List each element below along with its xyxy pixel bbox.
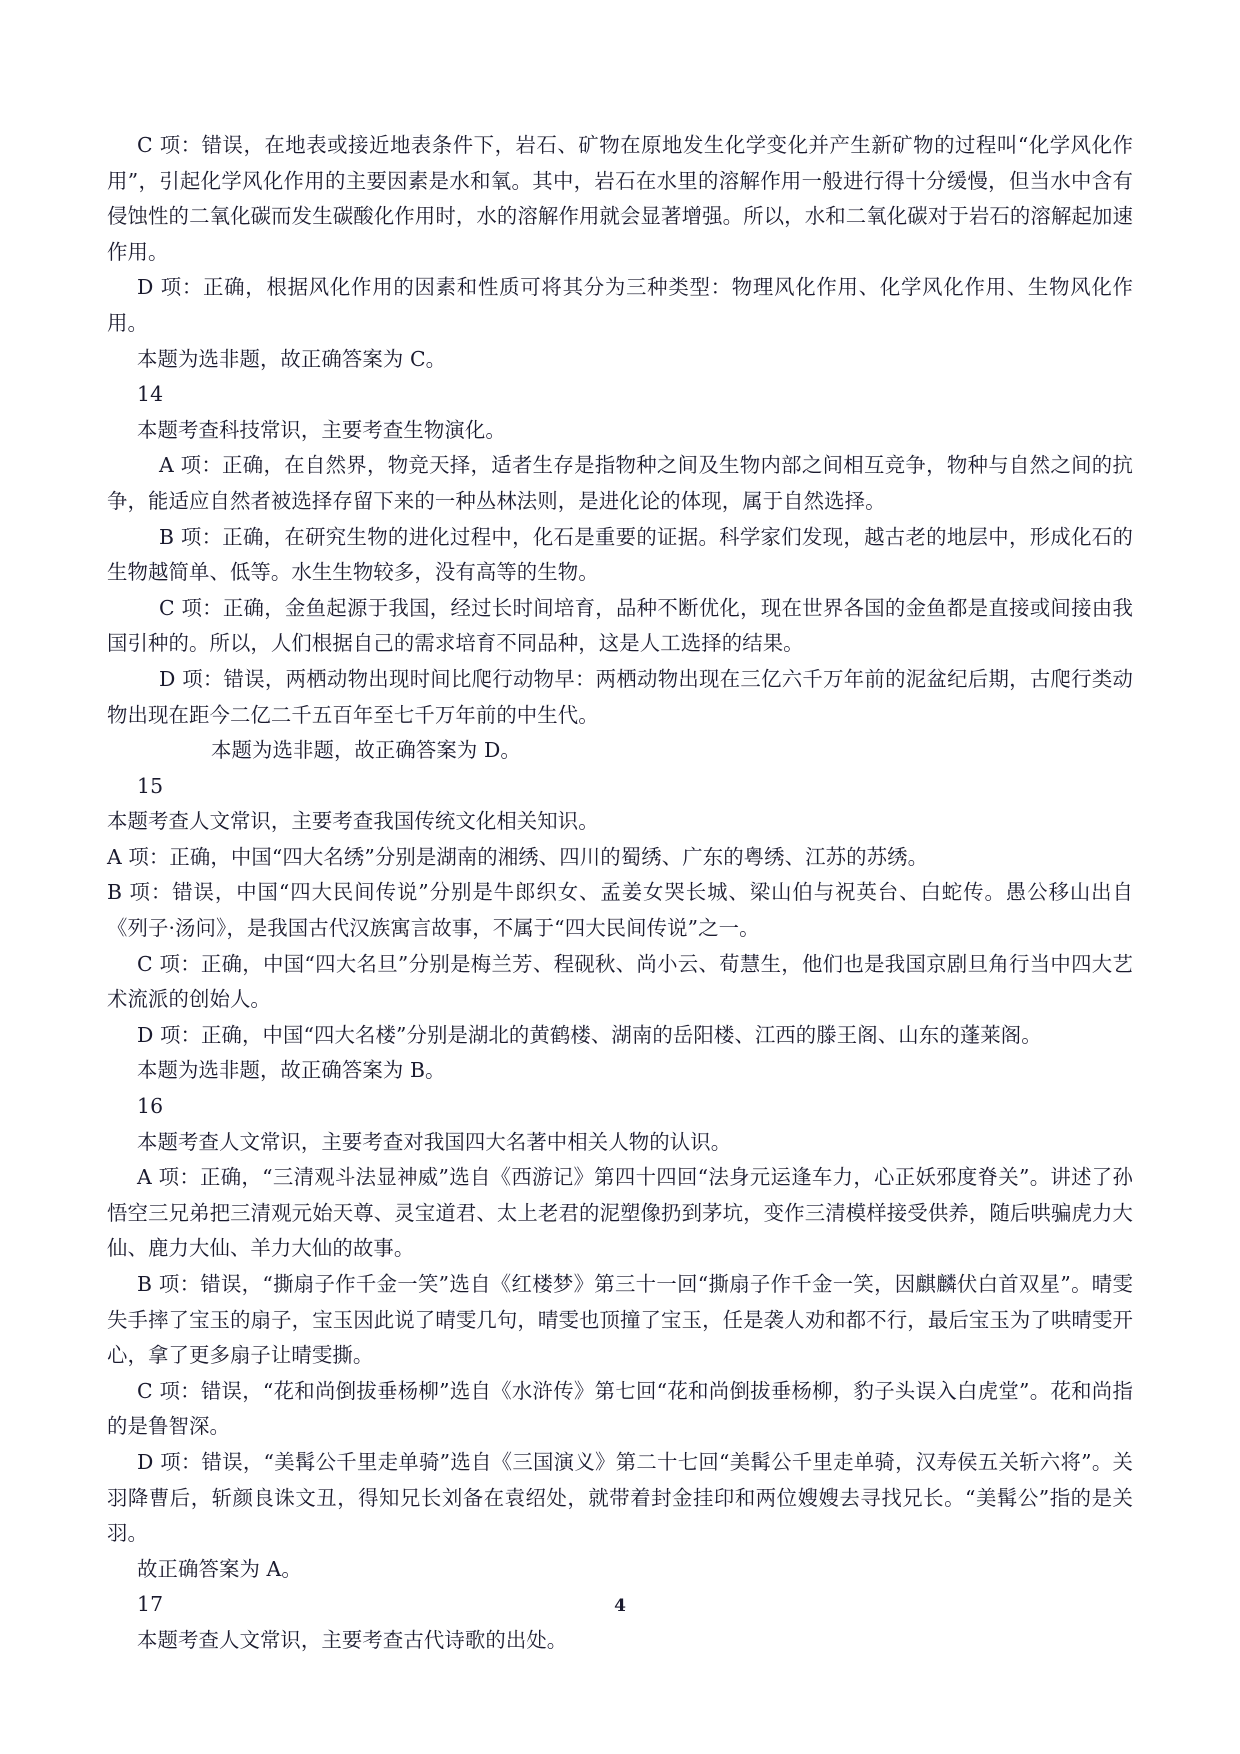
page-footer <box>0 1596 1240 1616</box>
paragraph-15-option-a: A 项：正确，中国“四大名绣”分别是湖南的湘绣、四川的蜀绣、广东的粤绣、江苏的苏绣。 <box>107 844 929 869</box>
paragraph-15-option-b: B 项：错误，中国“四大民间传说”分别是牛郎织女、孟姜女哭长城、梁山伯与祝英台、白蛇传。愚公移山出自《列子·汤问》，是我国古代汉族寓言故事，不属于“四大民间传说”之一。 <box>107 880 1133 941</box>
question-number-17: 17 <box>137 1592 164 1617</box>
page-number: 4 <box>614 1596 626 1616</box>
paragraph-13-option-c: C 项：错误，在地表或接近地表条件下，岩石、矿物在原地发生化学变化并产生新矿物的过程叫“化学风化作用”，引起化学风化作用的主要因素是水和氧。其中，岩石在水里的溶解作用一般进行得十分缓慢，但当水中含有侵蚀性的二氧化碳而发生碳酸化作用时，水的溶解作用就会显著增强。所以，水和二氧化碳对于岩石的溶解起加速作用。 <box>107 133 1133 264</box>
page-body-text <box>107 128 1133 1659</box>
question-number-15: 15 <box>137 773 164 798</box>
paragraph-15-option-c: C 项：正确，中国“四大名旦”分别是梅兰芳、程砚秋、尚小云、荀慧生，他们也是我国京剧旦角行当中四大艺术流派的创始人。 <box>107 951 1133 1012</box>
paragraph-16-option-a: A 项：正确，“三清观斗法显神威”选自《西游记》第四十四回“法身元运逢车力，心正妖邪度脊关”。讲述了孙悟空三兄弟把三清观元始天尊、灵宝道君、太上老君的泥塑像扔到茅坑，变作三清模样接受供养，随后哄骗虎力大仙、鹿力大仙、羊力大仙的故事。 <box>107 1165 1133 1261</box>
paragraph-15-answer: 本题为选非题，故正确答案为 B。 <box>137 1058 446 1083</box>
paragraph-15-option-d: D 项：正确，中国“四大名楼”分别是湖北的黄鹤楼、湖南的岳阳楼、江西的滕王阁、山东的蓬莱阁。 <box>137 1022 1042 1047</box>
paragraph-16-option-c: C 项：错误，“花和尚倒拔垂杨柳”选自《水浒传》第七回“花和尚倒拔垂杨柳，豹子头误入白虎堂”。花和尚指的是鲁智深。 <box>107 1378 1133 1439</box>
paragraph-16-intro: 本题考查人文常识，主要考查对我国四大名著中相关人物的认识。 <box>137 1129 732 1154</box>
paragraph-14-option-d: D 项：错误，两栖动物出现时间比爬行动物早：两栖动物出现在三亿六千万年前的泥盆纪后期，古爬行类动物出现在距今二亿二千五百年至七千万年前的中生代。 <box>107 666 1133 727</box>
paragraph-14-option-c: C 项：正确，金鱼起源于我国，经过长时间培育，品种不断优化，现在世界各国的金鱼都是直接或间接由我国引种的。所以，人们根据自己的需求培育不同品种，这是人工选择的结果。 <box>107 595 1133 656</box>
question-number-14: 14 <box>137 382 164 407</box>
paragraph-15-intro: 本题考查人文常识，主要考查我国传统文化相关知识。 <box>107 809 599 834</box>
paragraph-16-answer: 故正确答案为 A。 <box>137 1556 302 1581</box>
question-number-16: 16 <box>137 1094 164 1119</box>
paragraph-14-option-b: B 项：正确，在研究生物的进化过程中，化石是重要的证据。科学家们发现，越古老的地层中，形成化石的生物越简单、低等。水生生物较多，没有高等的生物。 <box>107 524 1133 585</box>
paragraph-14-answer: 本题为选非题，故正确答案为 D。 <box>211 738 521 763</box>
paragraph-16-option-d: D 项：错误，“美髯公千里走单骑”选自《三国演义》第二十七回“美髯公千里走单骑，汉寿侯五关斩六将”。关羽降曹后，斩颜良诛文丑，得知兄长刘备在袁绍处，就带着封金挂印和两位嫂嫂去寻找兄长。“美髯公”指的是关羽。 <box>107 1449 1133 1546</box>
paragraph-16-option-b: B 项：错误，“撕扇子作千金一笑”选自《红楼梦》第三十一回“撕扇子作千金一笑，因麒麟伏白首双星”。晴雯失手摔了宝玉的扇子，宝玉因此说了晴雯几句，晴雯也顶撞了宝玉，任是袭人劝和都不行，最后宝玉为了哄晴雯开心，拿了更多扇子让晴雯撕。 <box>107 1272 1133 1368</box>
paragraph-17-intro: 本题考查人文常识，主要考查古代诗歌的出处。 <box>137 1627 568 1652</box>
paragraph-13-option-d: D 项：正确，根据风化作用的因素和性质可将其分为三种类型：物理风化作用、化学风化作用、生物风化作用。 <box>107 275 1133 335</box>
paragraph-13-answer: 本题为选非题，故正确答案为 C。 <box>137 346 447 371</box>
paragraph-14-option-a: A 项：正确，在自然界，物竞天择，适者生存是指物种之间及生物内部之间相互竞争，物种与自然之间的抗争，能适应自然者被选择存留下来的一种丛林法则，是进化论的体现，属于自然选择。 <box>107 453 1133 513</box>
paragraph-14-intro: 本题考查科技常识，主要考查生物演化。 <box>137 417 506 442</box>
